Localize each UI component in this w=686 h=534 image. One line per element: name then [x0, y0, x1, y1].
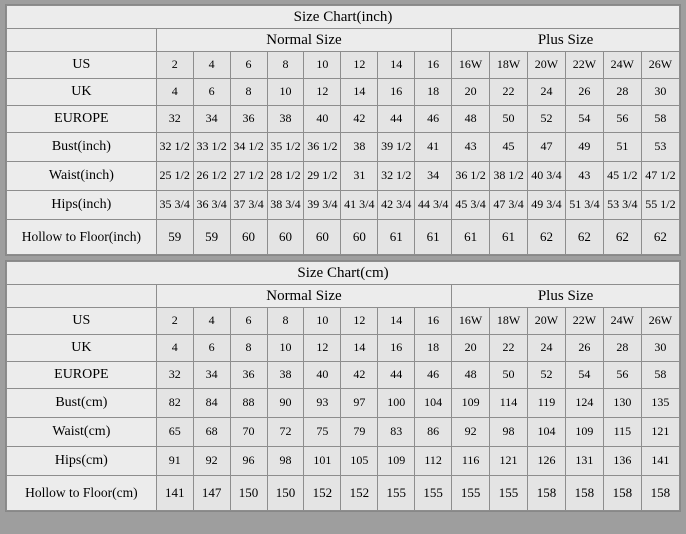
data-cell: 14 — [378, 52, 415, 79]
data-cell: 22 — [490, 79, 528, 106]
data-cell: 93 — [304, 389, 341, 418]
data-cell: 16 — [378, 335, 415, 362]
data-cell: 96 — [230, 447, 267, 476]
data-cell: 68 — [193, 418, 230, 447]
data-cell: 155 — [490, 476, 528, 511]
data-cell: 38 — [267, 106, 304, 133]
data-cell: 48 — [452, 362, 490, 389]
data-cell: 10 — [267, 79, 304, 106]
data-cell: 6 — [230, 308, 267, 335]
data-cell: 131 — [565, 447, 603, 476]
data-cell: 109 — [565, 418, 603, 447]
data-cell: 28 — [603, 79, 641, 106]
data-cell: 35 3/4 — [156, 191, 193, 220]
data-cell: 60 — [341, 220, 378, 255]
data-cell: 26 1/2 — [193, 162, 230, 191]
data-cell: 12 — [304, 79, 341, 106]
data-cell: 44 3/4 — [415, 191, 452, 220]
data-cell: 59 — [193, 220, 230, 255]
data-cell: 61 — [490, 220, 528, 255]
row-label: US — [7, 308, 157, 335]
group-header-row — [7, 285, 680, 308]
table-row — [7, 335, 680, 362]
row-label: Hollow to Floor(cm) — [7, 476, 157, 511]
data-cell: 109 — [378, 447, 415, 476]
data-cell: 47 3/4 — [490, 191, 528, 220]
data-cell: 60 — [230, 220, 267, 255]
data-cell: 44 — [378, 106, 415, 133]
data-cell: 49 3/4 — [528, 191, 566, 220]
data-cell: 32 — [156, 362, 193, 389]
data-cell: 34 — [415, 162, 452, 191]
data-cell: 150 — [230, 476, 267, 511]
data-cell: 4 — [156, 79, 193, 106]
data-cell: 82 — [156, 389, 193, 418]
data-cell: 26 — [565, 335, 603, 362]
data-cell: 33 1/2 — [193, 133, 230, 162]
data-cell: 22 — [490, 335, 528, 362]
data-cell: 52 — [528, 362, 566, 389]
data-cell: 4 — [193, 308, 230, 335]
data-cell: 22W — [565, 308, 603, 335]
data-cell: 8 — [267, 52, 304, 79]
data-cell: 26W — [641, 308, 679, 335]
data-cell: 34 — [193, 106, 230, 133]
data-cell: 58 — [641, 106, 679, 133]
data-cell: 16 — [415, 308, 452, 335]
data-cell: 6 — [193, 335, 230, 362]
data-cell: 10 — [304, 308, 341, 335]
data-cell: 155 — [452, 476, 490, 511]
data-cell: 100 — [378, 389, 415, 418]
data-cell: 105 — [341, 447, 378, 476]
data-cell: 62 — [603, 220, 641, 255]
row-label: Waist(cm) — [7, 418, 157, 447]
data-cell: 121 — [641, 418, 679, 447]
chart-title: Size Chart(inch) — [7, 6, 680, 29]
data-cell: 10 — [267, 335, 304, 362]
data-cell: 141 — [156, 476, 193, 511]
data-cell: 116 — [452, 447, 490, 476]
data-cell: 51 3/4 — [565, 191, 603, 220]
data-cell: 38 1/2 — [490, 162, 528, 191]
data-cell: 60 — [304, 220, 341, 255]
table-row — [7, 79, 680, 106]
data-cell: 20 — [452, 335, 490, 362]
table-row — [7, 162, 680, 191]
data-cell: 152 — [341, 476, 378, 511]
data-cell: 47 1/2 — [641, 162, 679, 191]
data-cell: 46 — [415, 362, 452, 389]
data-cell: 86 — [415, 418, 452, 447]
table-row — [7, 308, 680, 335]
data-cell: 32 — [156, 106, 193, 133]
data-cell: 38 — [341, 133, 378, 162]
data-cell: 25 1/2 — [156, 162, 193, 191]
data-cell: 32 1/2 — [378, 162, 415, 191]
data-cell: 155 — [378, 476, 415, 511]
data-cell: 14 — [341, 335, 378, 362]
data-cell: 40 3/4 — [528, 162, 566, 191]
data-cell: 136 — [603, 447, 641, 476]
table-row — [7, 476, 680, 511]
data-cell: 6 — [193, 79, 230, 106]
data-cell: 75 — [304, 418, 341, 447]
data-cell: 45 — [490, 133, 528, 162]
data-cell: 12 — [341, 52, 378, 79]
data-cell: 61 — [452, 220, 490, 255]
data-cell: 24W — [603, 308, 641, 335]
data-cell: 60 — [267, 220, 304, 255]
data-cell: 130 — [603, 389, 641, 418]
table-row — [7, 418, 680, 447]
table-row — [7, 362, 680, 389]
data-cell: 26 — [565, 79, 603, 106]
data-cell: 158 — [603, 476, 641, 511]
data-cell: 84 — [193, 389, 230, 418]
data-cell: 16 — [378, 79, 415, 106]
data-cell: 43 — [565, 162, 603, 191]
data-cell: 58 — [641, 362, 679, 389]
data-cell: 147 — [193, 476, 230, 511]
data-cell: 158 — [528, 476, 566, 511]
data-cell: 18W — [490, 308, 528, 335]
data-cell: 97 — [341, 389, 378, 418]
data-cell: 41 3/4 — [341, 191, 378, 220]
data-cell: 50 — [490, 106, 528, 133]
data-cell: 48 — [452, 106, 490, 133]
data-cell: 36 1/2 — [452, 162, 490, 191]
data-cell: 42 3/4 — [378, 191, 415, 220]
data-cell: 2 — [156, 52, 193, 79]
data-cell: 55 1/2 — [641, 191, 679, 220]
data-cell: 44 — [378, 362, 415, 389]
chart-title-row — [7, 6, 680, 29]
data-cell: 37 3/4 — [230, 191, 267, 220]
data-cell: 16 — [415, 52, 452, 79]
row-label: EUROPE — [7, 362, 157, 389]
data-cell: 4 — [156, 335, 193, 362]
data-cell: 20W — [528, 308, 566, 335]
data-cell: 70 — [230, 418, 267, 447]
data-cell: 12 — [304, 335, 341, 362]
group-header-row — [7, 29, 680, 52]
data-cell: 10 — [304, 52, 341, 79]
data-cell: 45 3/4 — [452, 191, 490, 220]
data-cell: 158 — [565, 476, 603, 511]
data-cell: 16W — [452, 308, 490, 335]
data-cell: 6 — [230, 52, 267, 79]
data-cell: 27 1/2 — [230, 162, 267, 191]
data-cell: 114 — [490, 389, 528, 418]
data-cell: 101 — [304, 447, 341, 476]
chart-title: Size Chart(cm) — [7, 262, 680, 285]
data-cell: 79 — [341, 418, 378, 447]
data-cell: 42 — [341, 106, 378, 133]
data-cell: 50 — [490, 362, 528, 389]
data-cell: 8 — [230, 79, 267, 106]
data-cell: 34 1/2 — [230, 133, 267, 162]
group-header-spacer — [7, 285, 157, 308]
size-charts-container — [0, 4, 686, 512]
data-cell: 41 — [415, 133, 452, 162]
data-cell: 26W — [641, 52, 679, 79]
data-cell: 135 — [641, 389, 679, 418]
data-cell: 36 — [230, 106, 267, 133]
data-cell: 104 — [528, 418, 566, 447]
data-cell: 62 — [565, 220, 603, 255]
data-cell: 47 — [528, 133, 566, 162]
data-cell: 39 3/4 — [304, 191, 341, 220]
data-cell: 141 — [641, 447, 679, 476]
data-cell: 8 — [267, 308, 304, 335]
data-cell: 31 — [341, 162, 378, 191]
data-cell: 158 — [641, 476, 679, 511]
data-cell: 98 — [267, 447, 304, 476]
size-chart-table — [6, 5, 680, 255]
data-cell: 18 — [415, 79, 452, 106]
data-cell: 61 — [378, 220, 415, 255]
data-cell: 36 — [230, 362, 267, 389]
data-cell: 112 — [415, 447, 452, 476]
table-row — [7, 191, 680, 220]
data-cell: 24 — [528, 335, 566, 362]
data-cell: 53 3/4 — [603, 191, 641, 220]
data-cell: 54 — [565, 362, 603, 389]
data-cell: 24W — [603, 52, 641, 79]
size-chart-inch — [5, 4, 681, 256]
group-header-normal: Normal Size — [156, 285, 451, 308]
table-row — [7, 106, 680, 133]
data-cell: 35 1/2 — [267, 133, 304, 162]
data-cell: 45 1/2 — [603, 162, 641, 191]
data-cell: 54 — [565, 106, 603, 133]
data-cell: 61 — [415, 220, 452, 255]
group-header-normal: Normal Size — [156, 29, 451, 52]
data-cell: 62 — [641, 220, 679, 255]
data-cell: 29 1/2 — [304, 162, 341, 191]
data-cell: 32 1/2 — [156, 133, 193, 162]
group-header-spacer — [7, 29, 157, 52]
size-chart-table — [6, 261, 680, 511]
data-cell: 8 — [230, 335, 267, 362]
data-cell: 104 — [415, 389, 452, 418]
data-cell: 16W — [452, 52, 490, 79]
data-cell: 98 — [490, 418, 528, 447]
row-label: Hollow to Floor(inch) — [7, 220, 157, 255]
data-cell: 42 — [341, 362, 378, 389]
data-cell: 18 — [415, 335, 452, 362]
data-cell: 152 — [304, 476, 341, 511]
data-cell: 43 — [452, 133, 490, 162]
data-cell: 92 — [193, 447, 230, 476]
data-cell: 88 — [230, 389, 267, 418]
data-cell: 34 — [193, 362, 230, 389]
data-cell: 20 — [452, 79, 490, 106]
table-row — [7, 447, 680, 476]
data-cell: 46 — [415, 106, 452, 133]
data-cell: 28 — [603, 335, 641, 362]
data-cell: 30 — [641, 335, 679, 362]
chart-title-row — [7, 262, 680, 285]
data-cell: 2 — [156, 308, 193, 335]
row-label: Bust(cm) — [7, 389, 157, 418]
table-row — [7, 133, 680, 162]
data-cell: 121 — [490, 447, 528, 476]
data-cell: 51 — [603, 133, 641, 162]
data-cell: 83 — [378, 418, 415, 447]
row-label: Hips(inch) — [7, 191, 157, 220]
data-cell: 155 — [415, 476, 452, 511]
data-cell: 115 — [603, 418, 641, 447]
data-cell: 40 — [304, 106, 341, 133]
data-cell: 62 — [528, 220, 566, 255]
row-label: US — [7, 52, 157, 79]
data-cell: 65 — [156, 418, 193, 447]
group-header-plus: Plus Size — [452, 285, 680, 308]
data-cell: 38 3/4 — [267, 191, 304, 220]
data-cell: 52 — [528, 106, 566, 133]
data-cell: 56 — [603, 362, 641, 389]
data-cell: 12 — [341, 308, 378, 335]
data-cell: 38 — [267, 362, 304, 389]
row-label: Hips(cm) — [7, 447, 157, 476]
data-cell: 36 1/2 — [304, 133, 341, 162]
data-cell: 53 — [641, 133, 679, 162]
data-cell: 40 — [304, 362, 341, 389]
data-cell: 56 — [603, 106, 641, 133]
data-cell: 59 — [156, 220, 193, 255]
table-row — [7, 52, 680, 79]
row-label: UK — [7, 79, 157, 106]
data-cell: 109 — [452, 389, 490, 418]
group-header-plus: Plus Size — [452, 29, 680, 52]
data-cell: 18W — [490, 52, 528, 79]
row-label: EUROPE — [7, 106, 157, 133]
row-label: Waist(inch) — [7, 162, 157, 191]
table-row — [7, 389, 680, 418]
data-cell: 91 — [156, 447, 193, 476]
data-cell: 22W — [565, 52, 603, 79]
row-label: Bust(inch) — [7, 133, 157, 162]
data-cell: 150 — [267, 476, 304, 511]
data-cell: 124 — [565, 389, 603, 418]
data-cell: 39 1/2 — [378, 133, 415, 162]
data-cell: 36 3/4 — [193, 191, 230, 220]
data-cell: 119 — [528, 389, 566, 418]
data-cell: 20W — [528, 52, 566, 79]
data-cell: 90 — [267, 389, 304, 418]
data-cell: 28 1/2 — [267, 162, 304, 191]
data-cell: 24 — [528, 79, 566, 106]
table-row — [7, 220, 680, 255]
data-cell: 126 — [528, 447, 566, 476]
size-chart-cm — [5, 260, 681, 512]
data-cell: 92 — [452, 418, 490, 447]
data-cell: 72 — [267, 418, 304, 447]
data-cell: 14 — [341, 79, 378, 106]
data-cell: 49 — [565, 133, 603, 162]
data-cell: 30 — [641, 79, 679, 106]
row-label: UK — [7, 335, 157, 362]
data-cell: 4 — [193, 52, 230, 79]
data-cell: 14 — [378, 308, 415, 335]
